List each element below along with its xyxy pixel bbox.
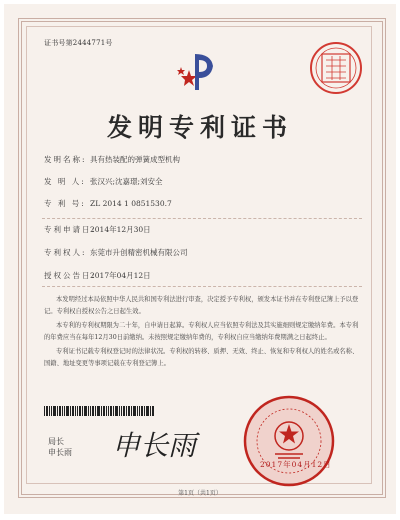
divider <box>42 218 362 219</box>
field-value: 具有热装配的弹簧成型机构 <box>90 155 180 164</box>
field-label: 专 利 号: <box>44 199 86 208</box>
body-paragraph: 本发明经过本局依照中华人民共和国专利法进行审查，决定授予专利权，颁发本证书并在专利登记簿上予以登记。专利权自授权公告之日起生效。 <box>44 296 359 315</box>
field-label: 专利申请日: <box>44 225 97 234</box>
red-seal-top-icon <box>308 40 364 96</box>
field-label: 发明名称: <box>44 155 87 164</box>
certificate-number: 证书号第2444771号 <box>44 39 113 47</box>
page-note: 第1页（共1页） <box>178 490 222 497</box>
field-invention-name <box>44 154 180 165</box>
field-grant-date <box>44 270 151 281</box>
field-label: 专利权人: <box>44 248 87 257</box>
director-name: 申长雨 <box>48 448 72 457</box>
divider <box>42 286 362 287</box>
national-ip-office-seal-icon <box>242 394 336 488</box>
director-title: 局长 <box>48 437 64 446</box>
field-patentee <box>44 247 188 258</box>
director-signature: 申长雨 <box>112 429 197 462</box>
page-title: 发明专利证书 <box>106 113 293 142</box>
field-value: 东莞市升创精密机械有限公司 <box>90 248 188 257</box>
body-paragraph: 专利证书记载专利权登记时的法律状况。专利权的转移、质押、无效、终止、恢复和专利权人的姓名或名称、国籍、地址变更等事项记载在专利登记簿上。 <box>44 348 359 367</box>
field-value: 2014年12月30日 <box>90 225 151 234</box>
body-paragraph: 本专利的专利权期限为二十年，自申请日起算。专利权人应当依照专利法及其实施细则规定缴纳年费。本专利的年费应当在每年12月30日前缴纳。未按照规定缴纳年费的，专利权自应当缴纳年费期满之日起终止。 <box>44 322 359 341</box>
field-value: 2017年04月12日 <box>90 271 151 280</box>
field-inventors <box>44 176 163 187</box>
field-value: 张汉兴;沈嘉璟;刘安全 <box>90 177 163 186</box>
director-label <box>48 436 72 458</box>
certificate-body <box>44 294 360 372</box>
barcode <box>44 406 154 416</box>
field-value: ZL 2014 1 0851530.7 <box>90 199 172 208</box>
field-patent-number <box>44 198 172 209</box>
field-application-date <box>44 224 151 235</box>
patent-office-logo-icon <box>175 50 221 94</box>
seal-date: 2017年04月12日 <box>260 460 332 469</box>
certificate-paper <box>4 4 396 514</box>
field-label: 发 明 人: <box>44 177 86 186</box>
field-label: 授权公告日: <box>44 271 97 280</box>
